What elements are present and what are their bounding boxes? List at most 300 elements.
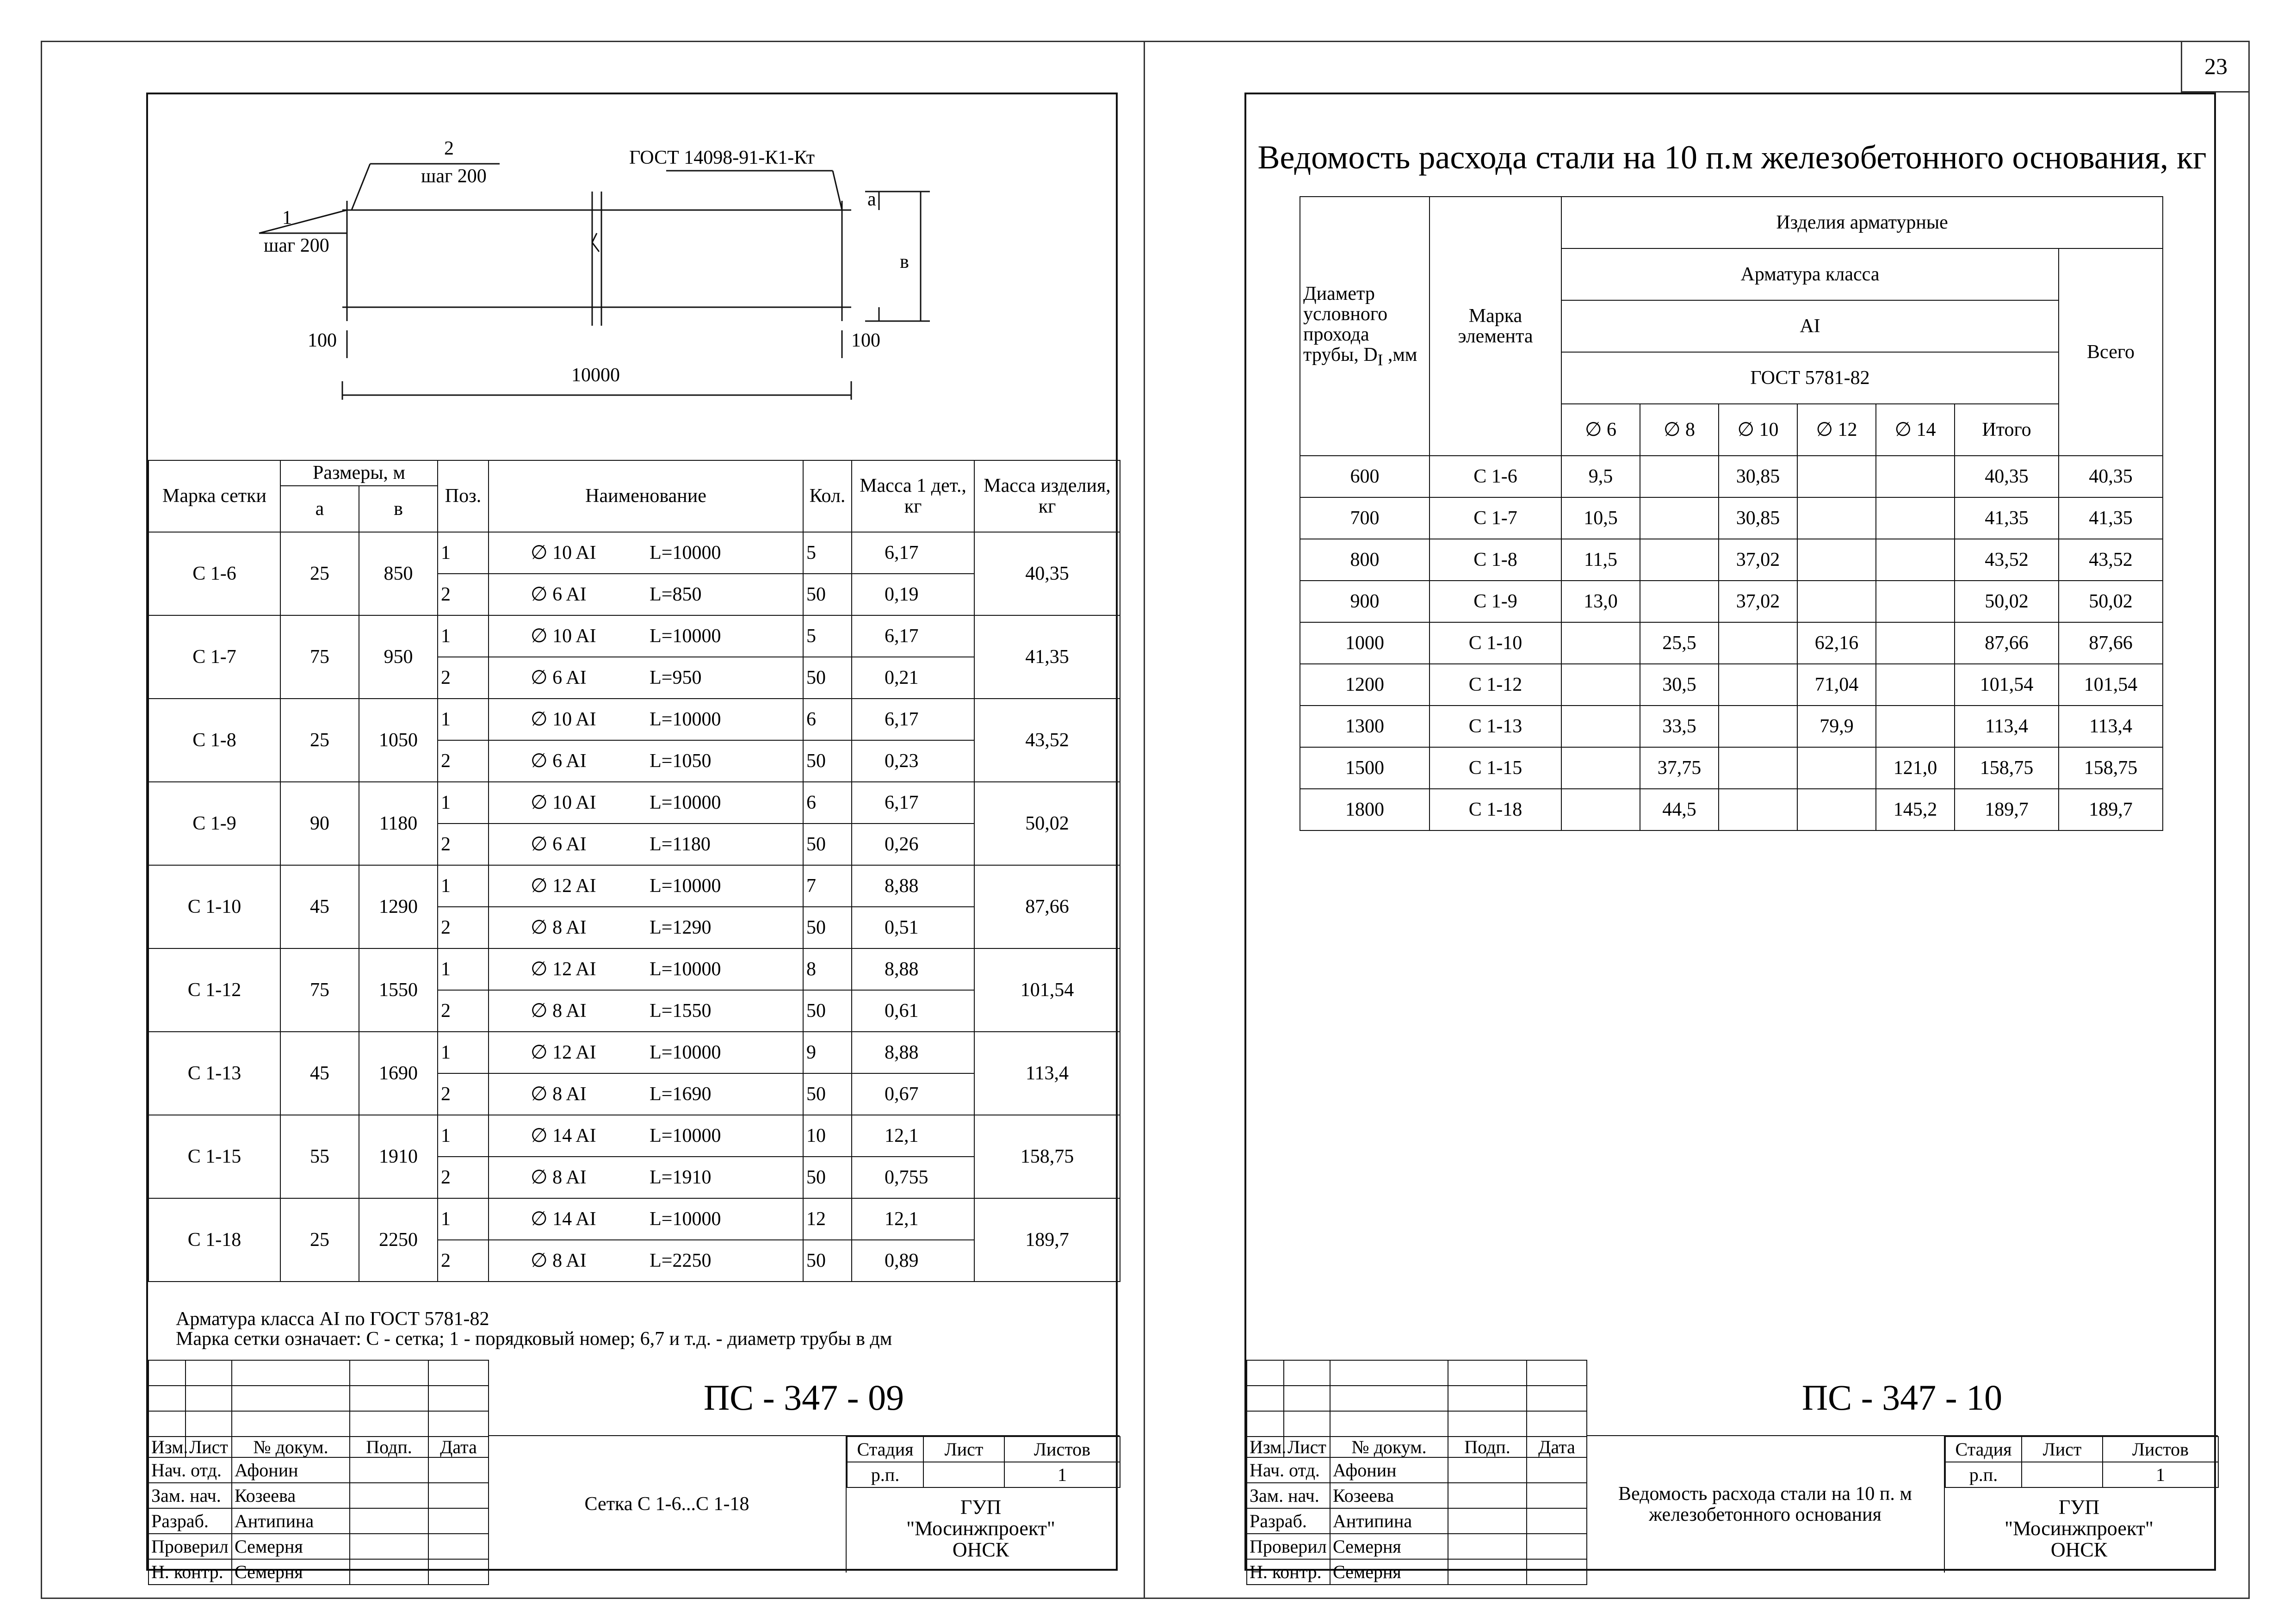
cell-name <box>489 782 803 824</box>
table-cell <box>1797 456 1876 497</box>
header-name: Наименование <box>489 460 803 532</box>
stamp-blank-cell <box>428 1360 489 1386</box>
cell-qty: 9 <box>803 1032 852 1073</box>
stamp-blank-cell <box>232 1360 350 1386</box>
table-cell: 10,5 <box>1561 497 1640 539</box>
cell-dia: 8 AI <box>552 917 587 938</box>
stamp-blank-cell <box>350 1411 428 1437</box>
table-row <box>149 532 1120 574</box>
diameter-icon: ∅ <box>531 1041 553 1063</box>
stamp-sign <box>1448 1508 1527 1534</box>
cell-qty: 50 <box>803 740 852 782</box>
cell-pos: 2 <box>438 657 489 699</box>
cell-len: L=10000 <box>650 1208 721 1230</box>
table-cell <box>1719 622 1797 664</box>
cell-a: 75 <box>280 948 359 1032</box>
table-cell: 900 <box>1300 581 1430 622</box>
table-cell: 43,52 <box>2059 539 2163 581</box>
diameter-icon: ∅ <box>531 1000 553 1022</box>
stamp-date <box>1527 1534 1587 1559</box>
stamp-person-row <box>149 1559 489 1585</box>
table-cell: 189,7 <box>1955 789 2059 830</box>
table-cell: 113,4 <box>1955 706 2059 747</box>
header-d14: ∅ 14 <box>1876 404 1955 456</box>
cell-dia: 8 AI <box>552 1000 587 1022</box>
stage-table <box>1945 1436 2219 1488</box>
cell-pos: 2 <box>438 1073 489 1115</box>
table-row <box>1300 581 2163 622</box>
stamp-date <box>1527 1457 1587 1483</box>
cell-v: 1180 <box>359 782 438 865</box>
table-cell: 1300 <box>1300 706 1430 747</box>
cell-pos: 2 <box>438 1157 489 1198</box>
stage-labels-row <box>847 1437 1120 1462</box>
cell-mark: С 1-13 <box>149 1032 280 1115</box>
cell-mass-item: 189,7 <box>974 1198 1120 1282</box>
stamp-date <box>428 1534 489 1559</box>
table-cell <box>1797 539 1876 581</box>
stamp-role: Проверил <box>149 1534 232 1559</box>
stamp-sign <box>350 1457 428 1483</box>
table-cell <box>1876 622 1955 664</box>
organization-name: ГУП "Мосинжпроект" ОНСК <box>906 1495 1055 1561</box>
stage-label: Стадия <box>847 1437 923 1462</box>
table-row <box>149 615 1120 657</box>
table-cell: 30,5 <box>1640 664 1719 706</box>
table-cell: 700 <box>1300 497 1430 539</box>
cell-dia: 6 AI <box>552 667 587 688</box>
table-cell: 41,35 <box>1955 497 2059 539</box>
table-cell <box>1640 581 1719 622</box>
label-dim-100-left: 100 <box>308 330 337 351</box>
table-row <box>1300 747 2163 789</box>
note-line-1: Арматура класса AI по ГОСТ 5781-82 <box>176 1308 489 1330</box>
cell-dia: 6 AI <box>552 750 587 772</box>
cell-mark: С 1-8 <box>149 699 280 782</box>
stamp-blank-cell <box>1448 1360 1527 1386</box>
cell-mass-item: 41,35 <box>974 615 1120 699</box>
sheet-title: Ведомость расхода стали на 10 п.м железобетонного основания, кг <box>1257 139 2207 176</box>
table-cell: 1000 <box>1300 622 1430 664</box>
stamp-col-label: № докум. <box>1330 1437 1448 1457</box>
cell-pos: 2 <box>438 1240 489 1282</box>
cell-len: L=850 <box>650 583 702 605</box>
stamp-blank-cell <box>232 1386 350 1411</box>
diameter-icon: ∅ <box>531 583 553 605</box>
table-cell: 158,75 <box>2059 747 2163 789</box>
table-cell: С 1-18 <box>1430 789 1561 830</box>
cell-a: 55 <box>280 1115 359 1198</box>
label-pos2: 2 <box>444 138 454 159</box>
cell-mass-one: 0,67 <box>852 1073 974 1115</box>
stamp-col-label: Подп. <box>350 1437 428 1457</box>
stamp-blank-cell <box>1284 1411 1330 1437</box>
cell-dia: 12 AI <box>552 958 596 980</box>
left-sheet <box>146 93 1118 1582</box>
table-cell: 13,0 <box>1561 581 1640 622</box>
sheet-value <box>923 1462 1004 1487</box>
cell-v: 1550 <box>359 948 438 1032</box>
stamp-role: Н. контр. <box>149 1559 232 1585</box>
header-class: Арматура класса <box>1561 248 2059 300</box>
stamp-col-label: Подп. <box>1448 1437 1527 1457</box>
header-d6: ∅ 6 <box>1561 404 1640 456</box>
cell-qty: 50 <box>803 1073 852 1115</box>
document-name: Ведомость расхода стали на 10 п. м железобетонного основания <box>1586 1436 1945 1573</box>
cell-mass-one: 0,21 <box>852 657 974 699</box>
sheets-value: 1 <box>1004 1462 1120 1487</box>
table-cell: 87,66 <box>1955 622 2059 664</box>
table-cell <box>1640 497 1719 539</box>
cell-qty: 50 <box>803 1157 852 1198</box>
cell-name <box>489 1073 803 1115</box>
stamp-sign <box>1448 1483 1527 1508</box>
cell-mass-one: 6,17 <box>852 782 974 824</box>
cell-dia: 10 AI <box>552 792 596 813</box>
cell-mass-one: 6,17 <box>852 532 974 574</box>
stage-table <box>847 1436 1120 1488</box>
cell-len: L=2250 <box>650 1250 712 1271</box>
document-code: ПС - 347 - 09 <box>488 1360 1120 1436</box>
stamp-person: Семерня <box>1330 1534 1448 1559</box>
sheet-label: Лист <box>923 1437 1004 1462</box>
cell-dia: 14 AI <box>552 1208 596 1230</box>
table-cell: 37,75 <box>1640 747 1719 789</box>
stamp-person: Семерня <box>1330 1559 1448 1585</box>
table-cell <box>1561 706 1640 747</box>
diameter-icon: ∅ <box>531 542 553 564</box>
sheet-label: Лист <box>2022 1437 2103 1462</box>
cell-mass-one: 12,1 <box>852 1115 974 1157</box>
stamp-blank-cell <box>232 1411 350 1437</box>
stamp-person: Семерня <box>232 1559 350 1585</box>
cell-name <box>489 990 803 1032</box>
header-a: а <box>280 486 359 532</box>
organization-name: ГУП "Мосинжпроект" ОНСК <box>2005 1495 2154 1561</box>
cell-pos: 2 <box>438 990 489 1032</box>
cell-mass-item: 87,66 <box>974 865 1120 948</box>
cell-v: 1690 <box>359 1032 438 1115</box>
cell-name <box>489 657 803 699</box>
table-cell: 44,5 <box>1640 789 1719 830</box>
stamp-blank-cell <box>1284 1360 1330 1386</box>
stamp-blank-cell <box>428 1411 489 1437</box>
stamp-date <box>428 1457 489 1483</box>
stamp-blank-row <box>149 1411 489 1437</box>
right-sheet <box>1244 93 2216 1582</box>
stamp-date <box>1527 1559 1587 1585</box>
stage-value: р.п. <box>847 1462 923 1487</box>
label-pos1-step: шаг 200 <box>264 235 329 256</box>
table-cell: 25,5 <box>1640 622 1719 664</box>
table-cell: 37,02 <box>1719 581 1797 622</box>
table-cell <box>1719 789 1797 830</box>
cell-mass-item: 40,35 <box>974 532 1120 615</box>
cell-pos: 1 <box>438 615 489 657</box>
cell-dia: 6 AI <box>552 583 587 605</box>
cell-pos: 1 <box>438 532 489 574</box>
cell-dia: 12 AI <box>552 1041 596 1063</box>
cell-mark: С 1-18 <box>149 1198 280 1282</box>
stamp-role: Проверил <box>1247 1534 1330 1559</box>
table-cell: 1200 <box>1300 664 1430 706</box>
label-dim-length: 10000 <box>571 365 620 386</box>
stamp-role: Зам. нач. <box>149 1483 232 1508</box>
cell-qty: 50 <box>803 990 852 1032</box>
table-cell <box>1719 706 1797 747</box>
header-pos: Поз. <box>438 460 489 532</box>
cell-mass-one: 0,23 <box>852 740 974 782</box>
table-cell: 79,9 <box>1797 706 1876 747</box>
sheet-value <box>2022 1462 2103 1487</box>
table-cell: 101,54 <box>1955 664 2059 706</box>
table-cell <box>1876 539 1955 581</box>
table-cell: 50,02 <box>2059 581 2163 622</box>
cell-dia: 14 AI <box>552 1125 596 1146</box>
stamp-person: Афонин <box>1330 1457 1448 1483</box>
table-cell: 800 <box>1300 539 1430 581</box>
sheets-label: Листов <box>2103 1437 2218 1462</box>
cell-name <box>489 865 803 907</box>
stamp-sign <box>1448 1457 1527 1483</box>
cell-pos: 2 <box>438 740 489 782</box>
cell-dia: 12 AI <box>552 875 596 897</box>
table-cell <box>1561 747 1640 789</box>
stamp-blank-cell <box>1330 1386 1448 1411</box>
cell-len: L=10000 <box>650 542 721 564</box>
stamp-person-row <box>1247 1559 1587 1585</box>
cell-mass-item: 43,52 <box>974 699 1120 782</box>
cell-qty: 5 <box>803 615 852 657</box>
table-row <box>149 1198 1120 1240</box>
stamp-person-row <box>1247 1483 1587 1508</box>
stamp-role: Зам. нач. <box>1247 1483 1330 1508</box>
table-cell: 30,85 <box>1719 497 1797 539</box>
cell-qty: 50 <box>803 574 852 615</box>
header-subtotal: Итого <box>1955 404 2059 456</box>
cell-mark: С 1-6 <box>149 532 280 615</box>
cell-mass-one: 0,61 <box>852 990 974 1032</box>
cell-v: 2250 <box>359 1198 438 1282</box>
table-cell: 145,2 <box>1876 789 1955 830</box>
cell-mass-one: 8,88 <box>852 865 974 907</box>
stage-labels-row <box>1945 1437 2218 1462</box>
cell-qty: 6 <box>803 782 852 824</box>
cell-name <box>489 615 803 657</box>
stamp-role: Нач. отд. <box>149 1457 232 1483</box>
stamp-person-row <box>1247 1508 1587 1534</box>
cell-mark: С 1-10 <box>149 865 280 948</box>
stamp-sign <box>350 1483 428 1508</box>
table-cell <box>1876 456 1955 497</box>
table-row <box>1300 497 2163 539</box>
stamp-blank-cell <box>1247 1411 1284 1437</box>
stamp-col-label: Лист <box>186 1437 232 1457</box>
cell-name <box>489 1115 803 1157</box>
table-cell: 30,85 <box>1719 456 1797 497</box>
table-cell: 113,4 <box>2059 706 2163 747</box>
diameter-icon: ∅ <box>1816 419 1838 440</box>
table-cell <box>1797 581 1876 622</box>
stamp-blank-cell <box>1284 1386 1330 1411</box>
table-cell <box>1561 622 1640 664</box>
diameter-icon: ∅ <box>531 792 553 813</box>
cell-a: 75 <box>280 615 359 699</box>
stamp-person-row <box>149 1457 489 1483</box>
cell-mark: С 1-12 <box>149 948 280 1032</box>
stamp-header-row <box>149 1437 489 1457</box>
cell-dia: 10 AI <box>552 542 596 564</box>
diameter-icon: ∅ <box>1663 419 1686 440</box>
mesh-spec-table <box>148 460 1120 1282</box>
cell-mass-one: 8,88 <box>852 1032 974 1073</box>
table-cell: 11,5 <box>1561 539 1640 581</box>
table-cell: С 1-15 <box>1430 747 1561 789</box>
cell-mass-one: 0,26 <box>852 824 974 865</box>
cell-name <box>489 532 803 574</box>
table-cell: С 1-7 <box>1430 497 1561 539</box>
cell-pos: 1 <box>438 1032 489 1073</box>
cell-qty: 50 <box>803 657 852 699</box>
cell-dia: 6 AI <box>552 833 587 855</box>
cell-qty: 50 <box>803 907 852 948</box>
cell-a: 45 <box>280 1032 359 1115</box>
stamp-date <box>428 1483 489 1508</box>
header-diam-unit: ,мм <box>1383 344 1417 366</box>
cell-v: 1290 <box>359 865 438 948</box>
stamp-blank-cell <box>350 1360 428 1386</box>
table-cell: 1800 <box>1300 789 1430 830</box>
table-cell: 71,04 <box>1797 664 1876 706</box>
cell-mass-item: 113,4 <box>974 1032 1120 1115</box>
diameter-icon: ∅ <box>531 708 553 730</box>
cell-qty: 6 <box>803 699 852 740</box>
cell-name <box>489 574 803 615</box>
table-cell <box>1561 789 1640 830</box>
header-gost: ГОСТ 5781-82 <box>1561 352 2059 404</box>
stamp-blank-row <box>1247 1386 1587 1411</box>
table-cell: С 1-10 <box>1430 622 1561 664</box>
header-products: Изделия арматурные <box>1561 197 2163 248</box>
table-cell: 1500 <box>1300 747 1430 789</box>
cell-a: 90 <box>280 782 359 865</box>
stamp-role: Разраб. <box>1247 1508 1330 1534</box>
table-cell <box>1876 497 1955 539</box>
cell-v: 1050 <box>359 699 438 782</box>
stamp-blank-row <box>1247 1360 1587 1386</box>
header-v: в <box>359 486 438 532</box>
table-cell <box>1797 789 1876 830</box>
stamp-sign <box>1448 1559 1527 1585</box>
cell-mass-one: 6,17 <box>852 615 974 657</box>
cell-mark: С 1-9 <box>149 782 280 865</box>
table-cell <box>1876 581 1955 622</box>
stamp-blank-cell <box>186 1411 232 1437</box>
document-code: ПС - 347 - 10 <box>1586 1360 2218 1436</box>
cell-mark: С 1-7 <box>149 615 280 699</box>
header-mark: Марка сетки <box>149 460 280 532</box>
stamp-person: Семерня <box>232 1534 350 1559</box>
stamp-sign <box>1448 1534 1527 1559</box>
cell-len: L=1550 <box>650 1000 712 1022</box>
stamp-person: Антипина <box>232 1508 350 1534</box>
table-cell: 40,35 <box>1955 456 2059 497</box>
cell-mass-item: 158,75 <box>974 1115 1120 1198</box>
stamp-person: Афонин <box>232 1457 350 1483</box>
cell-name <box>489 1198 803 1240</box>
table-cell <box>1876 664 1955 706</box>
cell-pos: 2 <box>438 907 489 948</box>
stamp-blank-cell <box>1330 1360 1448 1386</box>
table-row <box>149 1115 1120 1157</box>
table-row <box>149 699 1120 740</box>
stamp-blank-cell <box>1527 1411 1587 1437</box>
cell-len: L=1180 <box>650 833 711 855</box>
table-cell <box>1719 664 1797 706</box>
table-cell: С 1-13 <box>1430 706 1561 747</box>
stage-label: Стадия <box>1945 1437 2022 1462</box>
cell-len: L=10000 <box>650 708 721 730</box>
table-cell <box>1719 747 1797 789</box>
header-d8: ∅ 8 <box>1640 404 1719 456</box>
cell-pos: 1 <box>438 1198 489 1240</box>
cell-pos: 1 <box>438 699 489 740</box>
stamp-blank-cell <box>1527 1386 1587 1411</box>
stamp-sign <box>350 1534 428 1559</box>
cell-name <box>489 1032 803 1073</box>
stamp-blank-row <box>149 1360 489 1386</box>
cell-len: L=10000 <box>650 792 721 813</box>
label-dim-100-right: 100 <box>851 330 880 351</box>
cell-mass-one: 0,755 <box>852 1157 974 1198</box>
table-cell: 33,5 <box>1640 706 1719 747</box>
stamp-blank-cell <box>1247 1386 1284 1411</box>
cell-a: 45 <box>280 865 359 948</box>
signature-table <box>148 1360 489 1585</box>
stamp-col-label: № докум. <box>232 1437 350 1457</box>
header-element-mark: Марка элемента <box>1430 197 1561 456</box>
cell-pos: 1 <box>438 1115 489 1157</box>
cell-len: L=10000 <box>650 875 721 897</box>
cell-dia: 10 AI <box>552 625 596 647</box>
diameter-icon: ∅ <box>1737 419 1759 440</box>
stamp-blank-cell <box>428 1386 489 1411</box>
stamp-date <box>1527 1508 1587 1534</box>
label-pos2-step: шаг 200 <box>421 166 487 187</box>
table-row <box>149 865 1120 907</box>
label-gost: ГОСТ 14098-91-К1-Кт <box>629 147 815 168</box>
signature-table <box>1246 1360 1587 1585</box>
table-row <box>1300 706 2163 747</box>
cell-a: 25 <box>280 699 359 782</box>
header-mass-one: Масса 1 дет., кг <box>852 460 974 532</box>
stamp-blank-row <box>149 1386 489 1411</box>
stamp-role: Разраб. <box>149 1508 232 1534</box>
table-cell: 9,5 <box>1561 456 1640 497</box>
table-row <box>149 948 1120 990</box>
table-cell: С 1-8 <box>1430 539 1561 581</box>
table-cell: 37,02 <box>1719 539 1797 581</box>
cell-name <box>489 824 803 865</box>
table-cell: 101,54 <box>2059 664 2163 706</box>
label-dim-a: а <box>867 189 876 210</box>
cell-pos: 1 <box>438 865 489 907</box>
stamp-blank-cell <box>149 1411 186 1437</box>
cell-qty: 50 <box>803 824 852 865</box>
table-cell <box>1561 664 1640 706</box>
header-sizes: Размеры, м <box>280 460 438 486</box>
stamp-person-row <box>149 1508 489 1534</box>
